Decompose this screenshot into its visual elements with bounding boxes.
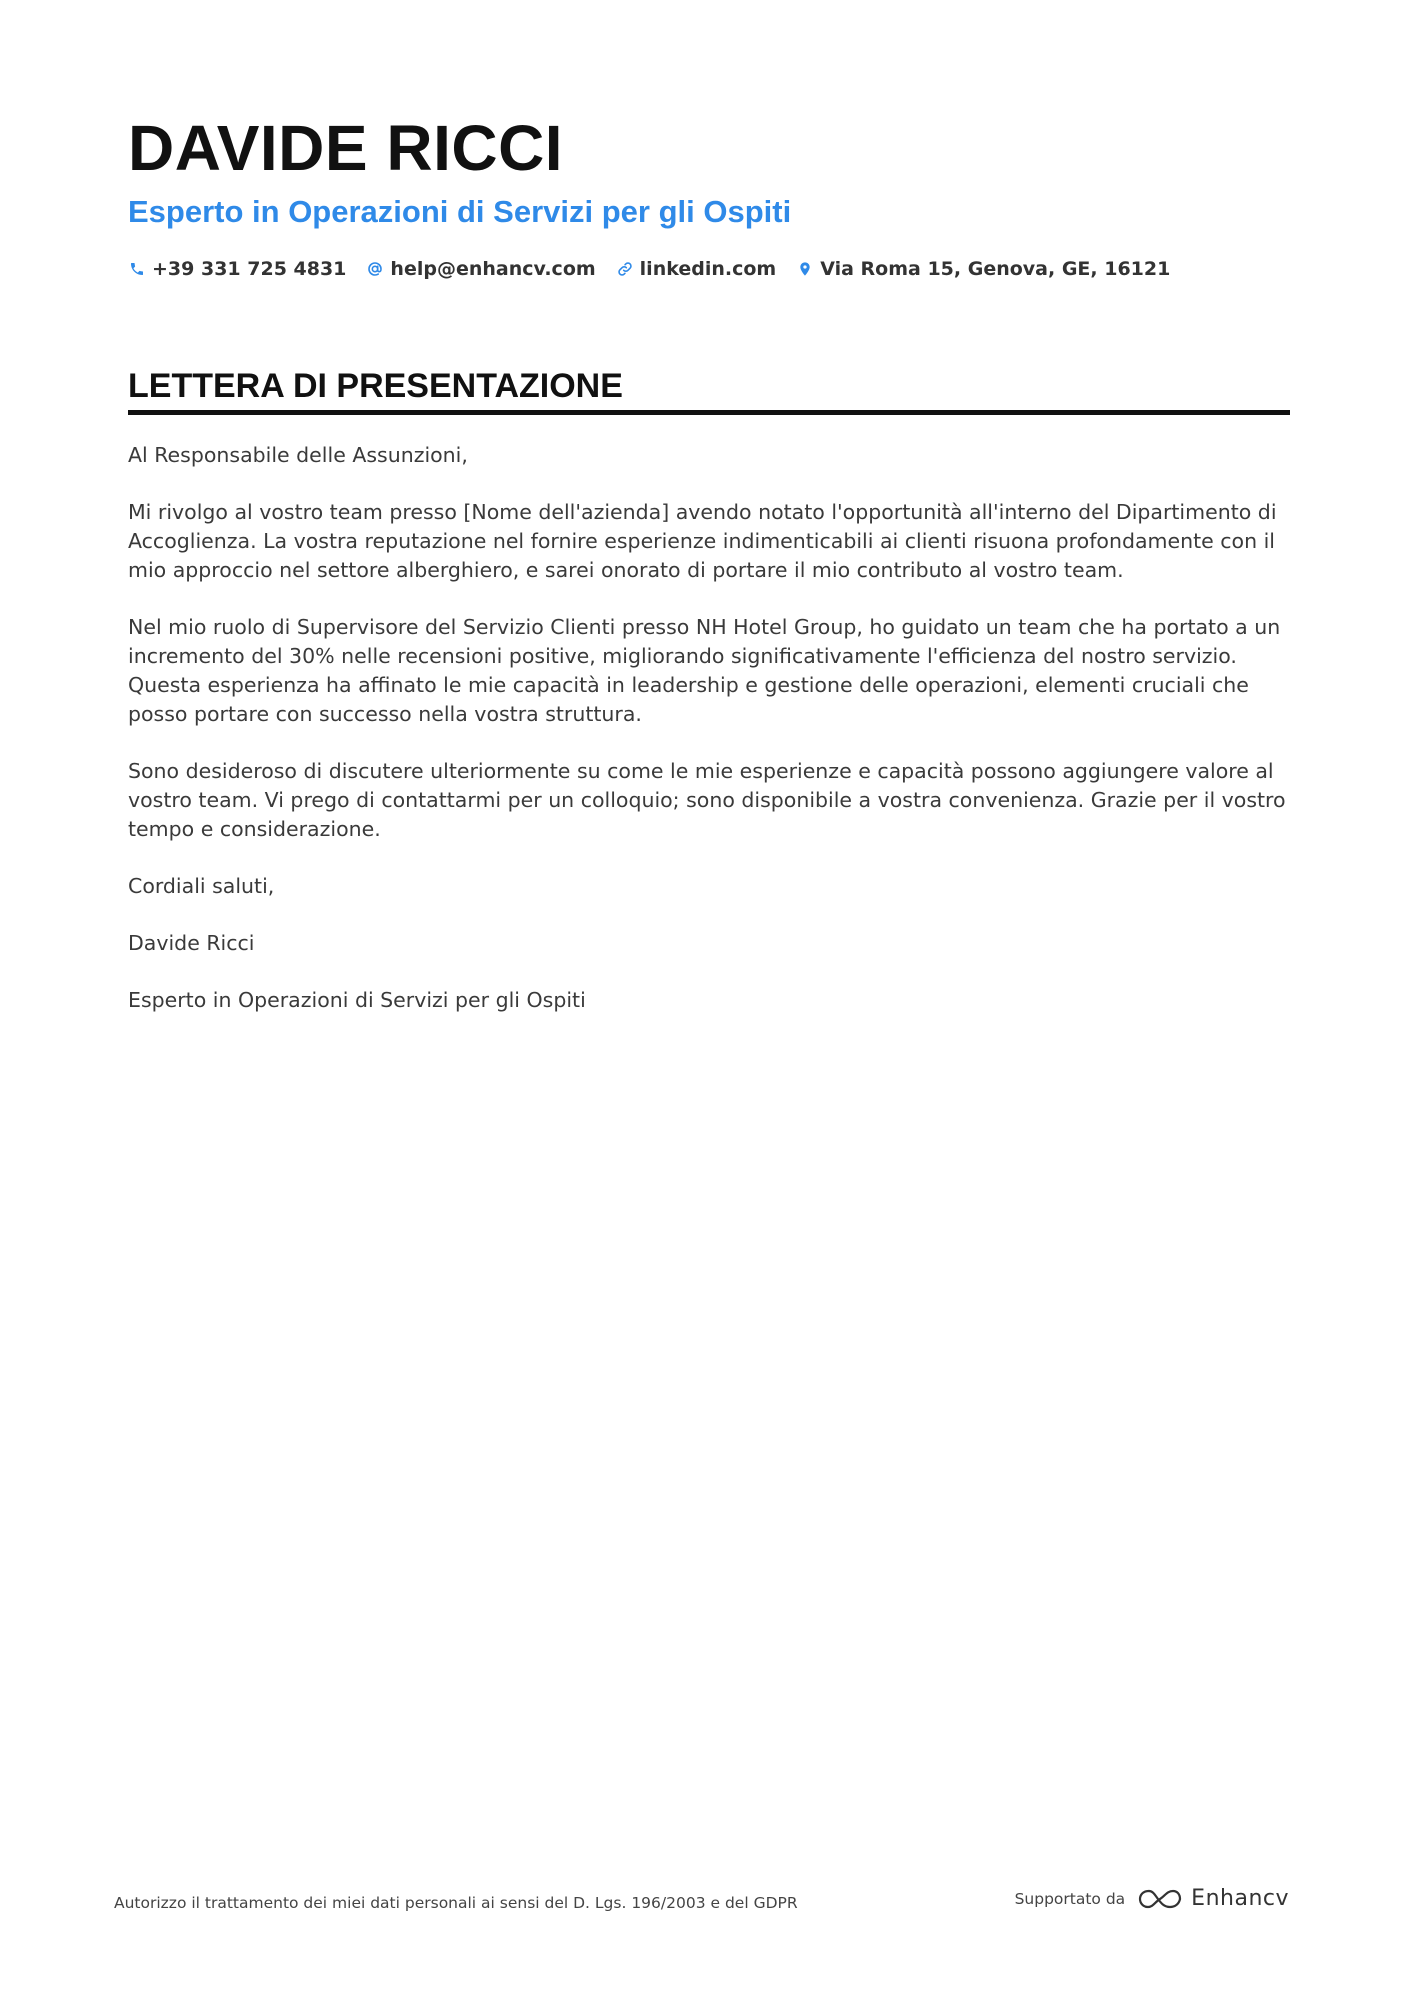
phone-number: +39 331 725 4831 <box>152 258 347 280</box>
address-text: Via Roma 15, Genova, GE, 16121 <box>820 258 1171 280</box>
letter-paragraph-1: Mi rivolgo al vostro team presso [Nome dell'azienda] avendo notato l'opportunità all'interno del Dipartimento di Accoglienza. La vostra reputazione nel fornire esperienze indimenticabili ai clienti risuona profondamente con il mio approccio nel settore alberghiero, e sarei onorato di portare il mio contributo al vostro team. <box>128 500 1277 582</box>
powered-by <box>1015 1886 1289 1911</box>
candidate-name: DAVIDE RICCI <box>128 112 564 184</box>
contact-address <box>796 258 1170 280</box>
contact-linkedin[interactable] <box>616 258 777 280</box>
powered-by-label: Supportato da <box>1014 1889 1126 1908</box>
header <box>128 108 1288 280</box>
link-icon <box>616 260 634 278</box>
letter-closing: Cordiali saluti, <box>128 874 275 898</box>
contact-bar <box>128 258 1288 280</box>
cover-letter-section <box>128 364 1290 1043</box>
at-sign-icon <box>366 260 384 278</box>
brand-name: Enhancv <box>1191 1886 1289 1911</box>
map-pin-icon <box>796 260 814 278</box>
section-title: LETTERA DI PRESENTAZIONE <box>128 364 1290 415</box>
linkedin-link: linkedin.com <box>639 258 777 280</box>
signature-name: Davide Ricci <box>128 931 255 955</box>
contact-email[interactable] <box>366 258 595 280</box>
phone-icon <box>128 260 146 278</box>
contact-phone[interactable] <box>128 258 346 280</box>
signature-title: Esperto in Operazioni di Servizi per gli Ospiti <box>128 988 586 1012</box>
letter-body <box>128 441 1290 1015</box>
consent-footer: Autorizzo il trattamento dei miei dati personali ai sensi del D. Lgs. 196/2003 e del GDPR <box>114 1894 798 1912</box>
email-address: help@enhancv.com <box>390 258 596 280</box>
letter-greeting: Al Responsabile delle Assunzioni, <box>128 443 468 467</box>
candidate-role: Esperto in Operazioni di Servizi per gli Ospiti <box>128 194 792 229</box>
letter-paragraph-2: Nel mio ruolo di Supervisore del Servizio Clienti presso NH Hotel Group, ho guidato un team che ha portato a un incremento del 30% nelle recensioni positive, migliorando significativamente l'efficienza del nostro servizio. Questa esperienza ha affinato le mie capacità in leadership e gestione delle operazioni, elementi cruciali che posso portare con successo nella vostra struttura. <box>128 615 1281 726</box>
letter-paragraph-3: Sono desideroso di discutere ulteriormente su come le mie esperienze e capacità possono aggiungere valore al vostro team. Vi prego di contattarmi per un colloquio; sono disponibile a vostra convenienza. Grazie per il vostro tempo e considerazione. <box>128 759 1286 841</box>
enhancv-logo-icon <box>1137 1887 1183 1911</box>
